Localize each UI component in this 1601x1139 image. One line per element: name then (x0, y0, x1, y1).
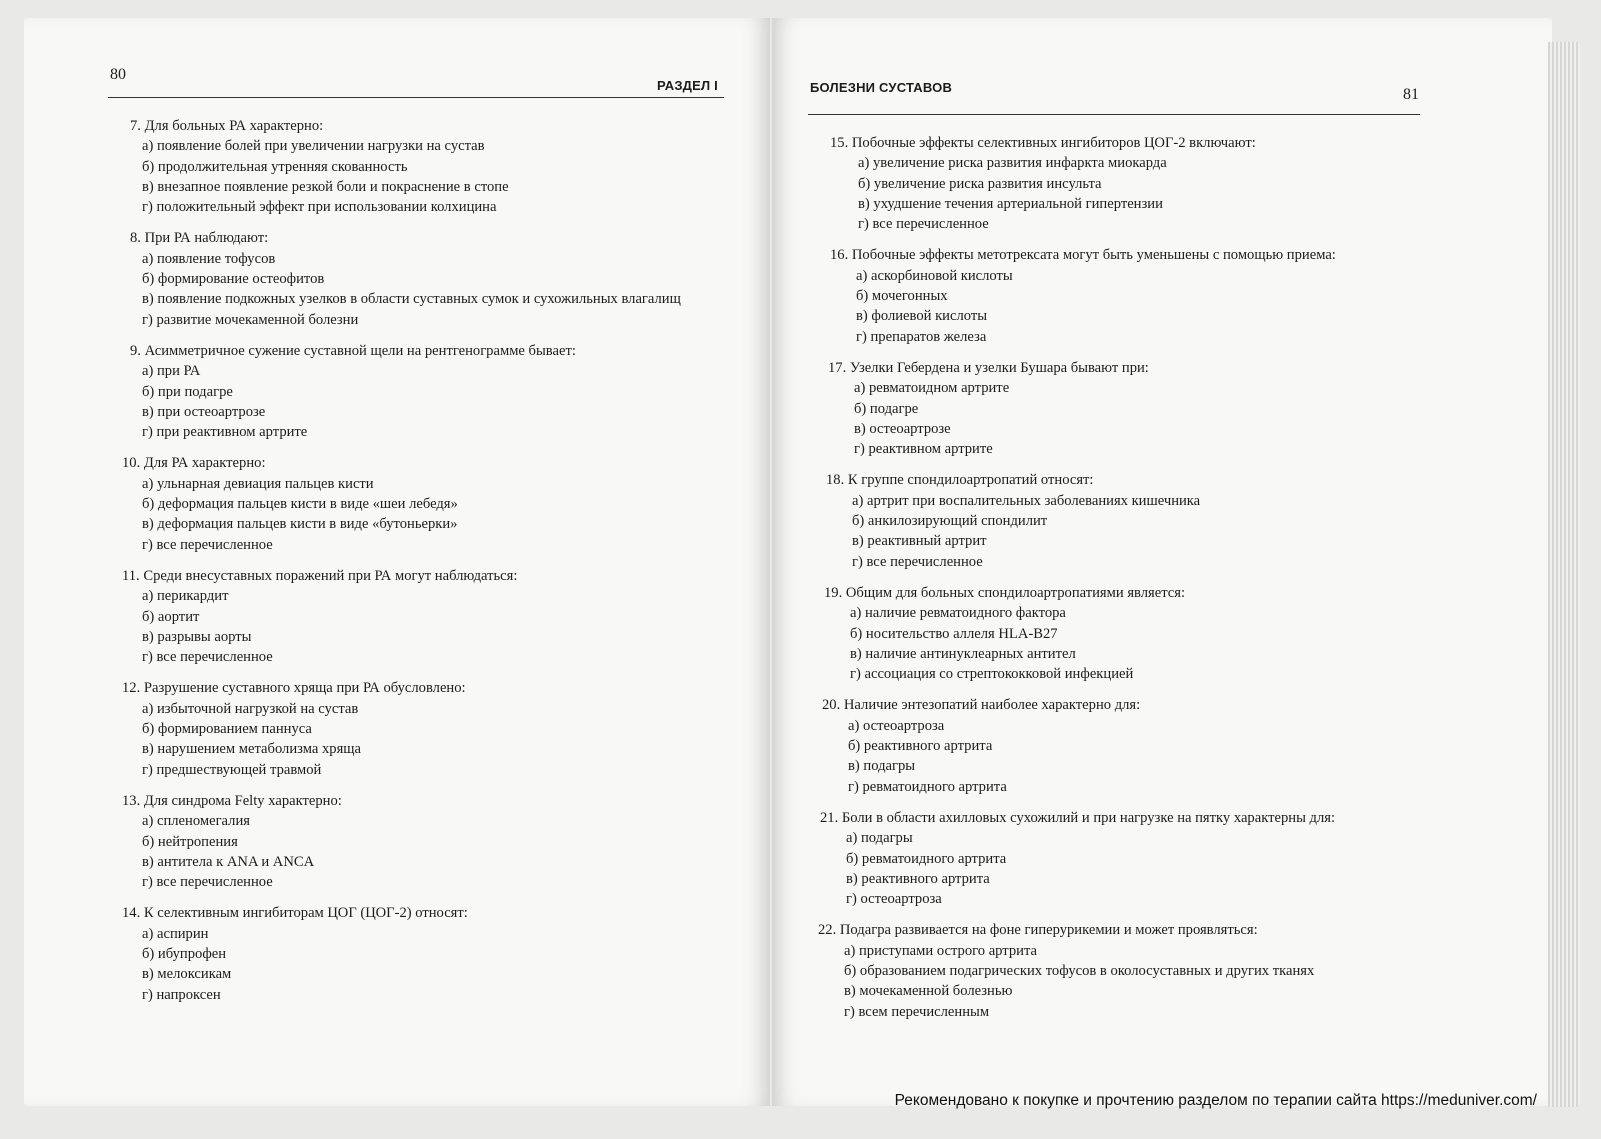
question-20 (818, 695, 1418, 796)
answer-option: г) все перечисленное (142, 649, 273, 666)
question-stem: 15. Побочные эффекты селективных ингибиторов ЦОГ-2 включают: (830, 135, 1256, 151)
answer-option: б) при подагре (142, 383, 233, 400)
answer-option: в) появление подкожных узелков в области суставных сумок и сухожильных влагалищ (142, 291, 681, 308)
question-stem: 16. Побочные эффекты метотрексата могут быть уменьшены с помощью приема: (830, 247, 1336, 264)
question-8 (118, 228, 718, 329)
answer-option: б) деформация пальцев кисти в виде «шеи лебедя» (142, 496, 458, 513)
question-stem: 8. При РА наблюдают: (130, 230, 269, 247)
answer-option: а) появление болей при увеличении нагрузки на сустав (142, 138, 485, 155)
answer-option: а) приступами острого артрита (844, 942, 1037, 959)
question-18 (818, 470, 1418, 571)
answer-option: б) подагре (854, 400, 919, 417)
answer-option: в) нарушением метаболизма хряща (142, 741, 361, 758)
question-22 (818, 920, 1418, 1021)
answer-option: в) внезапное появление резкой боли и покраснение в стопе (142, 178, 509, 195)
question-11 (118, 566, 718, 667)
question-12 (118, 678, 718, 779)
answer-option: а) артрит при воспалительных заболеваниях кишечника (852, 492, 1201, 509)
answer-option: г) развитие мочекаменной болезни (142, 311, 359, 328)
answer-option: г) всем перечисленным (844, 1003, 990, 1020)
left-header-rule (108, 97, 724, 98)
answer-option: а) аскорбиновой кислоты (856, 267, 1013, 284)
answer-option: в) мочекаменной болезнью (844, 983, 1013, 1000)
answer-option: а) появление тофусов (142, 250, 276, 267)
answer-option: г) при реактивном артрите (142, 424, 308, 441)
answer-option: б) формированием паннуса (142, 721, 312, 738)
answer-option: г) положительный эффект при использовании колхицина (142, 199, 497, 216)
answer-option: б) ревматоидного артрита (846, 850, 1007, 867)
answer-option: б) носительство аллеля HLA-B27 (850, 625, 1058, 642)
answer-option: г) реактивном артрите (854, 441, 993, 458)
question-13 (118, 791, 718, 892)
answer-option: б) мочегонных (856, 288, 948, 305)
answer-option: а) спленомегалия (142, 813, 250, 830)
answer-option: а) подагры (846, 830, 913, 847)
answer-option: г) все перечисленное (858, 216, 989, 233)
answer-option: а) избыточной нагрузкой на сустав (142, 700, 359, 717)
answer-option: б) реактивного артрита (848, 738, 993, 755)
answer-option: г) напроксен (142, 986, 221, 1003)
question-stem: 12. Разрушение суставного хряща при РА обусловлено: (122, 680, 466, 697)
right-page-number: 81 (1403, 86, 1419, 103)
answer-option: в) ухудшение течения артериальной гипертензии (858, 195, 1163, 212)
answer-option: а) при РА (142, 363, 201, 380)
left-question-list (118, 116, 718, 1016)
answer-option: а) аспирин (142, 925, 209, 942)
answer-option: а) ульнарная девиация пальцев кисти (142, 475, 374, 492)
question-9 (118, 341, 718, 442)
question-stem: 19. Общим для больных спондилоартропатиями является: (824, 584, 1186, 601)
answer-option: г) все перечисленное (852, 553, 983, 570)
right-header-rule (808, 114, 1420, 115)
answer-option: б) ибупрофен (142, 945, 227, 962)
answer-option: б) продолжительная утренняя скованность (142, 158, 408, 175)
answer-option: в) реактивного артрита (846, 870, 990, 887)
page-block-edge (1548, 42, 1580, 1107)
answer-option: г) все перечисленное (142, 874, 273, 891)
answer-option: б) нейтропения (142, 833, 238, 850)
footer-recommendation-note: Рекомендовано к покупке и прочтению разделом по терапии сайта https://meduniver.com/ (894, 1092, 1537, 1109)
answer-option: а) ревматоидном артрите (854, 380, 1010, 397)
answer-option: а) перикардит (142, 588, 229, 605)
answer-option: г) предшествующей травмой (142, 761, 322, 778)
question-stem: 22. Подагра развивается на фоне гиперурикемии и может проявляться: (818, 922, 1258, 939)
answer-option: в) мелоксикам (142, 966, 232, 983)
question-14 (118, 903, 718, 1004)
answer-option: г) остеоартроза (846, 891, 942, 908)
question-stem: 21. Боли в области ахилловых сухожилий и при нагрузке на пятку характерны для: (820, 809, 1335, 826)
answer-option: в) при остеоартрозе (142, 403, 266, 420)
answer-option: в) наличие антинуклеарных антител (850, 645, 1076, 662)
question-stem: 14. К селективным ингибиторам ЦОГ (ЦОГ-2) относят: (122, 905, 468, 922)
question-21 (818, 808, 1418, 909)
question-stem: 7. Для больных РА характерно: (130, 118, 324, 134)
left-page-number: 80 (110, 66, 126, 83)
answer-option: а) остеоартроза (848, 717, 945, 734)
answer-option: б) образованием подагрических тофусов в околосуставных и других тканях (844, 962, 1315, 979)
answer-option: б) аортит (142, 608, 200, 625)
question-stem: 17. Узелки Гебердена и узелки Бушара бывают при: (828, 359, 1149, 376)
answer-option: в) подагры (848, 758, 916, 775)
answer-option: г) препаратов железа (856, 328, 987, 345)
answer-option: в) реактивный артрит (852, 533, 987, 550)
question-stem: 9. Асимметричное сужение суставной щели на рентгенограмме бывает: (130, 342, 576, 359)
question-stem: 18. К группе спондилоартропатий относят: (826, 472, 1094, 489)
answer-option: б) увеличение риска развития инсульта (858, 175, 1102, 192)
answer-option: г) ревматоидного артрита (848, 778, 1007, 795)
answer-option: б) анкилозирующий спондилит (852, 513, 1048, 530)
question-stem: 11. Среди внесуставных поражений при РА могут наблюдаться: (122, 567, 518, 584)
answer-option: в) антитела к ANA и ANCA (142, 853, 315, 870)
answer-option: б) формирование остеофитов (142, 271, 325, 288)
question-19 (818, 583, 1418, 684)
right-question-list (818, 133, 1418, 1033)
question-7 (118, 116, 718, 217)
question-stem: 10. Для РА характерно: (122, 455, 266, 472)
question-15 (818, 133, 1418, 234)
answer-option: г) все перечисленное (142, 536, 273, 553)
answer-option: в) остеоартрозе (854, 420, 951, 437)
question-stem: 20. Наличие энтезопатий наиболее характерно для: (822, 697, 1141, 714)
answer-option: в) деформация пальцев кисти в виде «бутоньерки» (142, 516, 458, 533)
answer-option: а) наличие ревматоидного фактора (850, 605, 1066, 622)
question-10 (118, 453, 718, 554)
answer-option: г) ассоциация со стрептококковой инфекцией (850, 666, 1134, 683)
question-16 (818, 245, 1418, 346)
answer-option: в) фолиевой кислоты (856, 308, 988, 325)
answer-option: а) увеличение риска развития инфаркта миокарда (858, 155, 1167, 172)
left-section-title: РАЗДЕЛ I (657, 78, 718, 93)
right-section-title: БОЛЕЗНИ СУСТАВОВ (810, 80, 953, 95)
question-stem: 13. Для синдрома Felty характерно: (122, 792, 342, 809)
answer-option: в) разрывы аорты (142, 628, 252, 645)
question-17 (818, 358, 1418, 459)
